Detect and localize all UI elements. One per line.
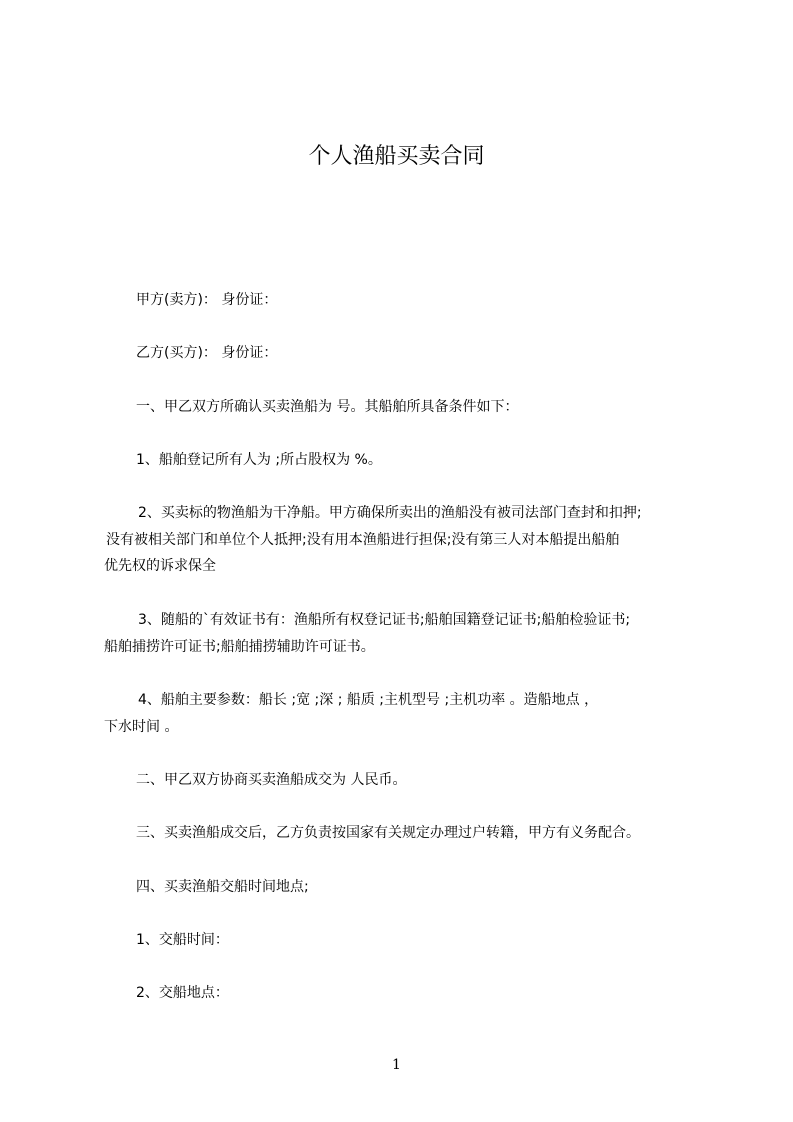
clause-1-item-4-line-2: 下水时间 。 — [104, 719, 179, 735]
clause-2: 二、甲乙双方协商买卖渔船成交为 人民币。 — [136, 772, 407, 788]
clause-1-item-2-line-1: 2、买卖标的物渔船为干净船。甲方确保所卖出的渔船没有被司法部门查封和扣押; — [138, 505, 642, 521]
clause-1-item-4-line-1: 4、船舶主要参数：船长 ;宽 ;深 ; 船质 ;主机型号 ;主机功率 。造船地点 ， — [138, 692, 599, 708]
party-b-line: 乙方(买方)： 身份证： — [136, 345, 278, 361]
clause-1-heading: 一、甲乙双方所确认买卖渔船为 号。其船舶所具备条件如下： — [136, 399, 519, 415]
document-title: 个人渔船买卖合同 — [308, 144, 485, 169]
clause-1-item-2-line-2: 没有被相关部门和单位个人抵押;没有用本渔船进行担保;没有第三人对本船提出船舶 — [106, 532, 620, 548]
party-a-line: 甲方(卖方)： 身份证： — [136, 292, 278, 308]
clause-4-heading: 四、买卖渔船交船时间地点; — [136, 879, 309, 895]
clause-4-item-2: 2、交船地点： — [136, 985, 229, 1001]
clause-4-item-1: 1、交船时间： — [136, 932, 229, 948]
page-number: 1 — [392, 1057, 401, 1073]
clause-1-item-3-line-1: 3、随船的`有效证书有：渔船所有权登记证书;船舶国籍登记证书;船舶检验证书; — [138, 612, 631, 628]
clause-1-item-3-line-2: 船舶捕捞许可证书;船舶捕捞辅助许可证书。 — [104, 639, 375, 655]
clause-1-item-2-line-3: 优先权的诉求保全 — [104, 558, 216, 574]
clause-1-item-1: 1、船舶登记所有人为 ;所占股权为 %。 — [136, 452, 382, 468]
clause-3: 三、买卖渔船成交后，乙方负责按国家有关规定办理过户转籍，甲方有义务配合。 — [136, 825, 640, 841]
